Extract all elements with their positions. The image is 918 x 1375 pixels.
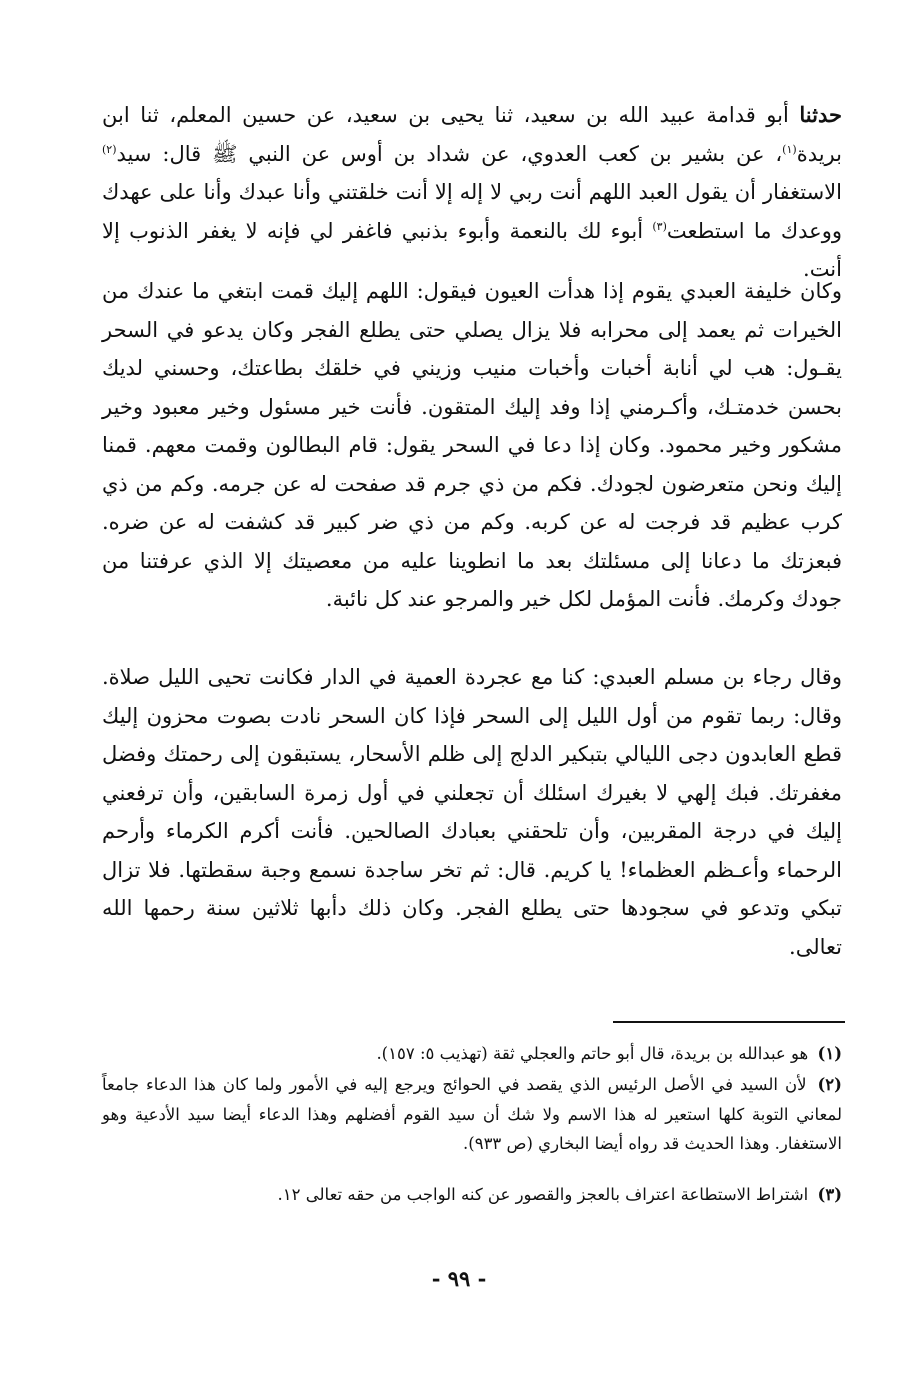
paragraph-lead-word: حدثنا bbox=[799, 102, 842, 127]
page-number: - ٩٩ - bbox=[431, 1266, 487, 1291]
paragraph-khalifa-abdi bbox=[102, 272, 842, 619]
footnote-3 bbox=[102, 1180, 842, 1210]
paragraph-raja-muslim bbox=[102, 658, 842, 966]
footnote-number: (١) bbox=[817, 1044, 842, 1063]
footnote-text: لأن السيد في الأصل الرئيس الذي يقصد في الحوائج ويرجع إليه في الأمور ولما كان هذا الدعاء جامعاً لمعاني التوبة كلها استعير له هذا الاسم ولا شك أن سيد القوم أفضلهم وهذا الدعاء أيضا سيد الأدعية وهو الاستغفار. وهذا الحديث قد رواه أيضا البخاري (ص ٩٣٣). bbox=[102, 1075, 842, 1153]
paragraph-text: أبوء لك بالنعمة وأبوء بذنبي فاغفر لي فإنه لا يغفر الذنوب إلا أنت. bbox=[102, 218, 842, 281]
paragraph-text: وقال رجاء بن مسلم العبدي: كنا مع عجردة العمية في الدار فكانت تحيى الليل صلاة. وقال: ربما تقوم من أول الليل إلى السحر فإذا كان السحر نادت بصوت محزون إليك قطع العابدون دجى الليالي بتبكير الدلج إلى ظلم الأسحار، يستبقون إلى رحمتك وفضل مغفرتك. فبك إلهي لا بغيرك اسئلك أن تجعلني في أول زمرة السابقين، وأن ترفعني إليك في درجة المقربين، وأن تلحقني بعبادك الصالحين. فأنت أكرم الكرماء وأرحم الرحماء وأعـظم العظماء! يا كريم. قال: ثم تخر ساجدة نسمع وجبة سقطتها. فلا تزال تبكي وتدعو في سجودها حتى يطلع الفجر. وكان ذلك دأبها ثلاثين سنة رحمها الله تعالى. bbox=[102, 665, 842, 959]
footnote-2 bbox=[102, 1070, 842, 1159]
footnote-divider bbox=[613, 1021, 845, 1023]
footnote-ref-3: (٣) bbox=[652, 219, 667, 233]
footnote-ref-1: (١) bbox=[782, 142, 797, 156]
paragraph-text: الاستغفار أن يقول العبد اللهم أنت ربي لا إله إلا أنت خلقتني وأنا عبدك وأنا على عهدك ووعدك ما استطعت bbox=[102, 180, 842, 243]
footnote-number: (٢) bbox=[817, 1075, 842, 1094]
footnote-number: (٣) bbox=[817, 1185, 842, 1204]
footnote-text: هو عبدالله بن بريدة، قال أبو حاتم والعجلي ثقة (تهذيب ٥: ١٥٧). bbox=[376, 1044, 809, 1063]
paragraph-text: أبو قدامة عبيد الله بن سعيد، ثنا يحيى بن سعيد، عن حسين المعلم، ثنا ابن بريدة bbox=[102, 103, 842, 166]
footnote-ref-2: (٢) bbox=[102, 142, 117, 156]
paragraph-hadith bbox=[102, 96, 842, 289]
paragraph-text: وكان خليفة العبدي يقوم إذا هدأت العيون فيقول: اللهم إليك قمت ابتغي ما عندك من الخيرات ثم يعمد إلى محرابه فلا يزال يصلي حتى يطلع الفجر وكان يدعو في السحر يقـول: هب لي أنابة أخبات وأخبات منيب وزيني في خلقك بطاعتك، وحسني لديك بحسن خدمتـك، وأكـرمني إذا وفد إليك المتقون. فأنت خير مسئول وخير معبود وخير مشكور وخير محمود. وكان إذا دعا في السحر يقول: قام البطالون وقمت معهم. قمنا إليك ونحن متعرضون لجودك. فكم من ذي جرم قد صفحت له عن جرمه. وكم من ذي كرب عظيم قد فرجت له عن كربه. وكم من ذي ضر كبير قد كشفت له عن ضره. فبعزتك ما دعانا إلى مسئلتك بعد ما انطوينا عليه من معصيتك إلا الذي عرفتنا من جودك وكرمك. فأنت المؤمل لكل خير والمرجو عند كل نائبة. bbox=[102, 279, 842, 611]
footnote-text: اشتراط الاستطاعة اعتراف بالعجز والقصور عن كنه الواجب من حقه تعالى ١٢. bbox=[277, 1185, 809, 1204]
footnote-1 bbox=[102, 1039, 842, 1069]
paragraph-text: ، عن بشير بن كعب العدوي، عن شداد بن أوس عن النبي ﷺ قال: سيد bbox=[116, 141, 783, 166]
